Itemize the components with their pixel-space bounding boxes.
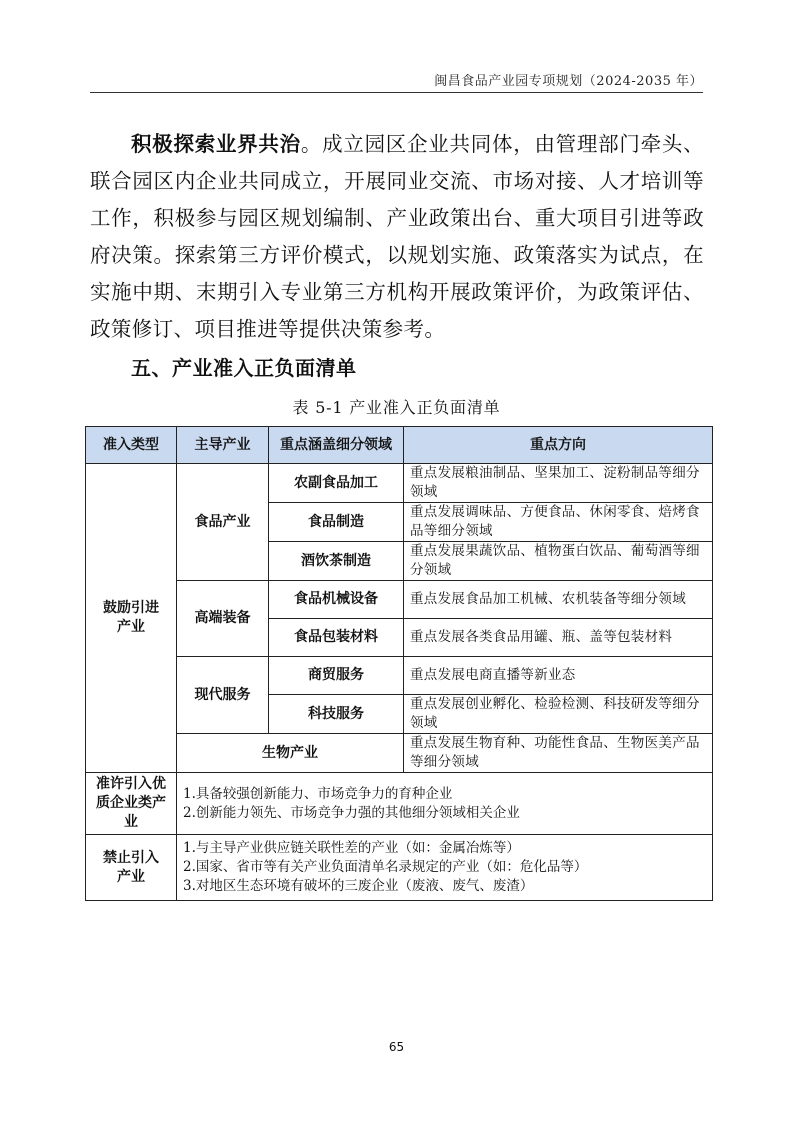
industry-bio: 生物产业 bbox=[177, 734, 404, 773]
header-title: 闽昌食品产业园专项规划（2024-2035 年） bbox=[434, 74, 703, 89]
prohibited-items bbox=[177, 835, 713, 901]
field-cell: 食品包装材料 bbox=[269, 619, 404, 657]
header-cell: 准入类型 bbox=[86, 427, 177, 464]
direction-cell: 重点发展调味品、方便食品、休闲零食、焙烤食品等细分领域 bbox=[404, 503, 713, 542]
table-row bbox=[86, 581, 713, 619]
type-permitted bbox=[86, 773, 177, 835]
field-cell: 食品机械设备 bbox=[269, 581, 404, 619]
access-list-table bbox=[85, 426, 713, 901]
paragraph-lead: 积极探索业界共治 bbox=[131, 132, 301, 156]
direction-cell: 重点发展各类食品用罐、瓶、盖等包装材料 bbox=[404, 619, 713, 657]
field-cell: 食品制造 bbox=[269, 503, 404, 542]
type-label: 禁止引入产业 bbox=[103, 849, 159, 885]
field-cell: 科技服务 bbox=[269, 695, 404, 734]
body-paragraph bbox=[90, 126, 704, 348]
table-row bbox=[86, 464, 713, 503]
type-prohibited bbox=[86, 835, 177, 901]
table-row bbox=[86, 657, 713, 695]
header-cell: 主导产业 bbox=[177, 427, 269, 464]
type-label: 准许引入优质企业类产业 bbox=[96, 776, 166, 830]
type-encouraged bbox=[86, 464, 177, 773]
direction-cell: 重点发展创业孵化、检验检测、科技研发等细分领域 bbox=[404, 695, 713, 734]
paragraph-body: 。成立园区企业共同体，由管理部门牵头、联合园区内企业共同成立，开展同业交流、市场对接、人才培训等工作，积极参与园区规划编制、产业政策出台、重大项目引进等政府决策。探索第三方评价模式，以规划实施、政策落实为试点，在实施中期、末期引入专业第三方机构开展政策评价，为政策评估、政策修订、项目推进等提供决策参考。 bbox=[90, 132, 704, 341]
list-item: 2.创新能力领先、市场竞争力强的其他细分领域相关企业 bbox=[183, 804, 520, 821]
industry-service: 现代服务 bbox=[177, 657, 269, 734]
industry-food: 食品产业 bbox=[177, 464, 269, 581]
field-cell: 酒饮茶制造 bbox=[269, 542, 404, 581]
table-row bbox=[86, 773, 713, 835]
direction-cell: 重点发展食品加工机械、农机装备等细分领域 bbox=[404, 581, 713, 619]
list-item: 2.国家、省市等有关产业负面清单名录规定的产业（如：危化品等） bbox=[183, 859, 588, 875]
section-title: 五、产业准入正负面清单 bbox=[131, 356, 357, 380]
page-header bbox=[90, 70, 703, 93]
table-row bbox=[86, 734, 713, 773]
table-row bbox=[86, 835, 713, 901]
direction-cell: 重点发展粮油制品、坚果加工、淀粉制品等细分领域 bbox=[404, 464, 713, 503]
direction-cell: 重点发展电商直播等新业态 bbox=[404, 657, 713, 695]
permitted-items bbox=[177, 773, 713, 835]
industry-equipment: 高端装备 bbox=[177, 581, 269, 657]
page-number: 65 bbox=[388, 1040, 405, 1054]
field-cell: 商贸服务 bbox=[269, 657, 404, 695]
direction-cell: 重点发展果蔬饮品、植物蛋白饮品、葡萄酒等细分领域 bbox=[404, 542, 713, 581]
list-item: 1.与主导产业供应链关联性差的产业（如：金属冶炼等） bbox=[183, 840, 520, 856]
list-item: 1.具备较强创新能力、市场竞争力的育种企业 bbox=[183, 785, 453, 802]
list-item: 3.对地区生态环境有破坏的三废企业（废液、废气、废渣） bbox=[183, 878, 534, 894]
type-label: 鼓励引进产业 bbox=[103, 600, 159, 635]
table-header-row bbox=[86, 427, 713, 464]
header-cell: 重点方向 bbox=[404, 427, 713, 464]
table-caption: 表 5-1 产业准入正负面清单 bbox=[292, 398, 501, 417]
field-cell: 农副食品加工 bbox=[269, 464, 404, 503]
header-cell: 重点涵盖细分领域 bbox=[269, 427, 404, 464]
direction-cell: 重点发展生物育种、功能性食品、生物医美产品等细分领域 bbox=[404, 734, 713, 773]
